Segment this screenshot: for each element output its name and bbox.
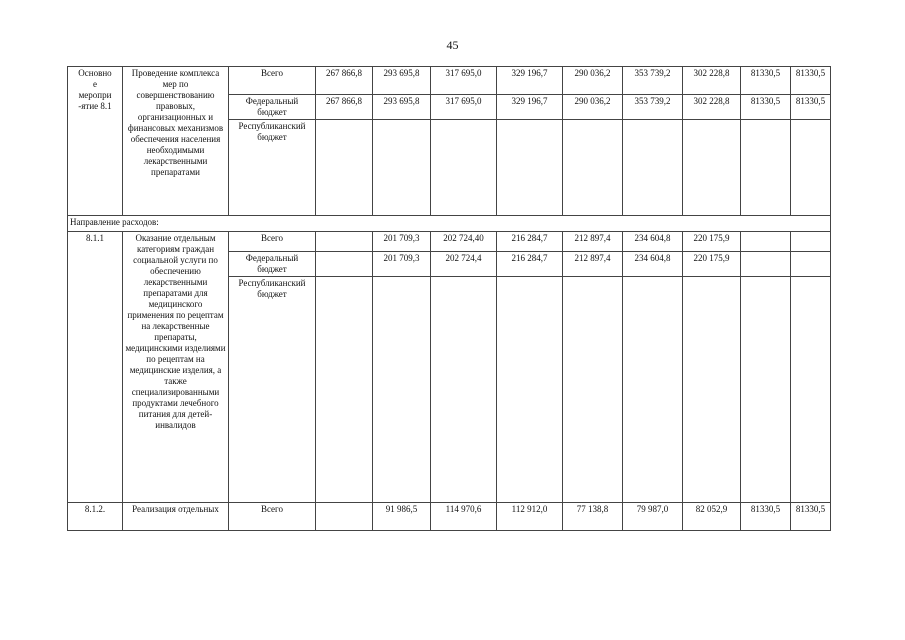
sub1-code: 8.1.1 (68, 232, 123, 503)
sub1-name: Оказание отдельным категориям граждан социальной услуги по обеспечению лекарственными препаратами для медицинского применения по рецептам на лекарственные препараты, медицинскими изделиями по рецептам на медицинские изделия, а также специализированными продуктами лечебного питания для детей-инвалидов (123, 232, 229, 503)
source-cell: Республиканский бюджет (229, 120, 316, 216)
main-code: Основно е меропри -ятие 8.1 (68, 67, 123, 216)
page-number: 45 (446, 38, 459, 52)
table-row: Федеральный бюджет 201 709,3 202 724,4 216 284,7 212 897,4 234 604,8 220 175,9 (68, 252, 831, 277)
source-cell: Всего (229, 67, 316, 95)
source-cell: Всего (229, 232, 316, 252)
main-name: Проведение комплекса мер по совершенствованию правовых, организационных и финансовых механизмов обеспечения населения необходимыми лекарственными препаратами (123, 67, 229, 216)
source-cell: Федеральный бюджет (229, 252, 316, 277)
section-label: Направление расходов: (68, 216, 831, 232)
sub2-name: Реализация отдельных (123, 503, 229, 531)
table-row: 8.1.1 Оказание отдельным категориям граждан социальной услуги по обеспечению лекарственными препаратами для медицинского применения по рецептам на лекарственные препараты, медицинскими изделиями по рецептам на медицинские изделия, а также специализированными продуктами лечебного питания для детей-инвалидов Всего 201 709,3 202 724,40 216 284,7 212 897,4 234 604,8 220 175,9 (68, 232, 831, 252)
budget-table (67, 66, 831, 531)
table-row: Основно е меропри -ятие 8.1 Проведение комплекса мер по совершенствованию правовых, организационных и финансовых механизмов обеспечения населения необходимыми лекарственными препаратами Всего 267 866,8 293 695,8 317 695,0 329 196,7 290 036,2 353 739,2 302 228,8 81330,5 81330,5 (68, 67, 831, 95)
table-row (68, 216, 831, 232)
source-cell: Всего (229, 503, 316, 531)
source-cell: Федеральный бюджет (229, 95, 316, 120)
source-cell: Республиканский бюджет (229, 277, 316, 503)
table-row: 8.1.2. Реализация отдельных Всего 91 986,5 114 970,6 112 912,0 77 138,8 79 987,0 82 052,9 81330,5 81330,5 (68, 503, 831, 531)
table-row: Федеральный бюджет 267 866,8 293 695,8 317 695,0 329 196,7 290 036,2 353 739,2 302 228,8 81330,5 81330,5 (68, 95, 831, 120)
sub2-code: 8.1.2. (68, 503, 123, 531)
